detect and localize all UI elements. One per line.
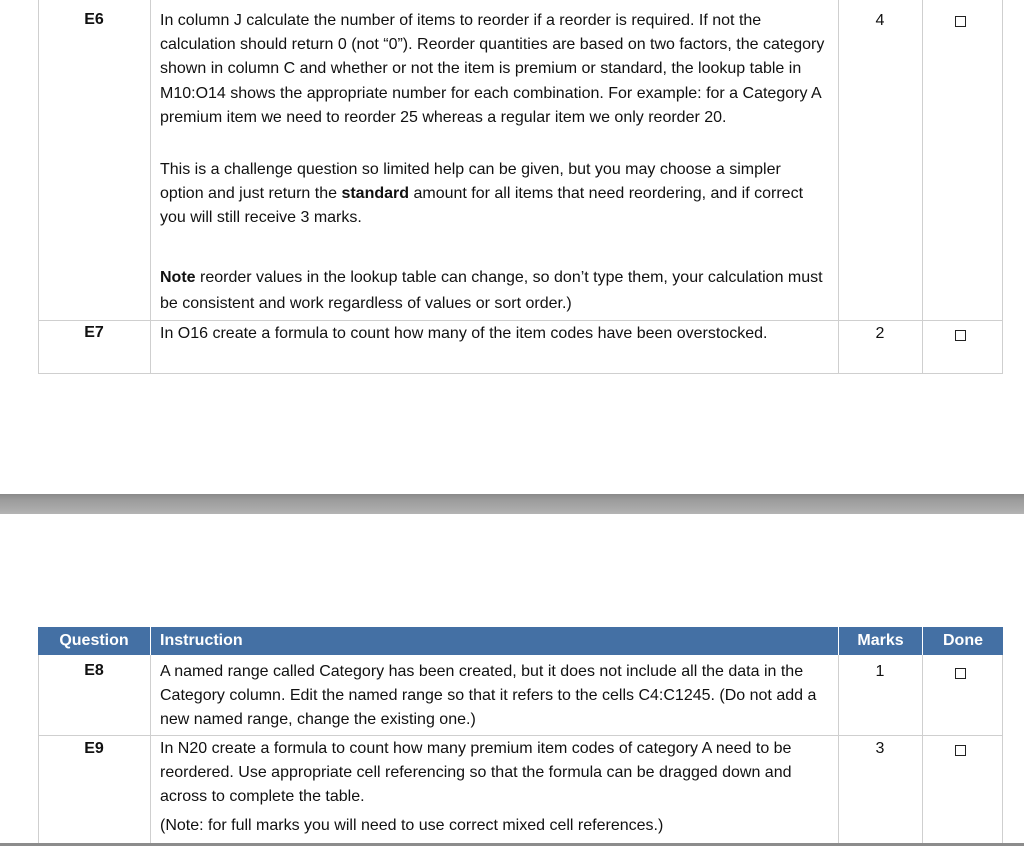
grid-line — [1002, 655, 1003, 843]
grid-line — [838, 0, 839, 374]
grid-line — [150, 655, 151, 843]
header-marks: Marks — [839, 627, 922, 655]
done-checkbox[interactable] — [955, 330, 966, 341]
done-checkbox[interactable] — [955, 668, 966, 679]
instruction-text: In O16 create a formula to count how many of the item codes have been overstocked. — [160, 325, 768, 342]
done-checkbox[interactable] — [955, 16, 966, 27]
instruction-text: This is a challenge question so limited help can be given, but you may choose a simpler option and just return the standard amount for all items that need reordering, and if correct you will still receive 3 marks. — [160, 161, 804, 227]
instruction-note: (Note: for full marks you will need to use correct mixed cell references.) — [160, 817, 664, 834]
header-instruction: Instruction — [151, 627, 838, 655]
header-done: Done — [923, 627, 1003, 655]
instruction-text: In N20 create a formula to count how many premium item codes of category A need to be reordered. Use appropriate cell referencing so that the formula can be dragged down and across to complete the table. — [160, 740, 792, 806]
done-checkbox[interactable] — [955, 745, 966, 756]
grid-line — [38, 373, 1003, 374]
instruction-text: A named range called Category has been created, but it does not include all the data in the Category column. Edit the named range so that it refers to the cells C4:C1245. (Do not add a new named range, change the existing one.) — [160, 663, 817, 729]
question-id: E8 — [84, 662, 104, 679]
grid-line — [150, 0, 151, 374]
header-question: Question — [38, 627, 150, 655]
marks-value: 1 — [875, 663, 885, 680]
page-break — [0, 494, 1024, 514]
marks-value: 4 — [875, 12, 885, 29]
grid-line — [922, 0, 923, 374]
question-id: E7 — [84, 324, 104, 341]
grid-line — [38, 320, 1003, 321]
instruction-text: In column J calculate the number of items to reorder if a reorder is required. If not the calculation should return 0 (not “0”). Reorder quantities are based on two factors, the category shown in column C and whether or not the item is premium or standard, the lookup table in M10:O14 shows the appropriate number for each combination. For example: for a Category A premium item we need to reorder 25 whereas a regular item we only reorder 20. — [160, 12, 825, 126]
grid-line — [1002, 0, 1003, 374]
question-id: E9 — [84, 740, 104, 757]
instruction-note: Note reorder values in the lookup table can change, so don’t type them, your calculation must be consistent and work regardless of values or sort order.) — [160, 269, 823, 312]
marks-value: 3 — [875, 740, 885, 757]
grid-line — [38, 0, 39, 374]
grid-line — [38, 735, 1003, 736]
question-id: E6 — [84, 11, 104, 28]
marks-value: 2 — [875, 325, 885, 342]
grid-line — [922, 655, 923, 843]
